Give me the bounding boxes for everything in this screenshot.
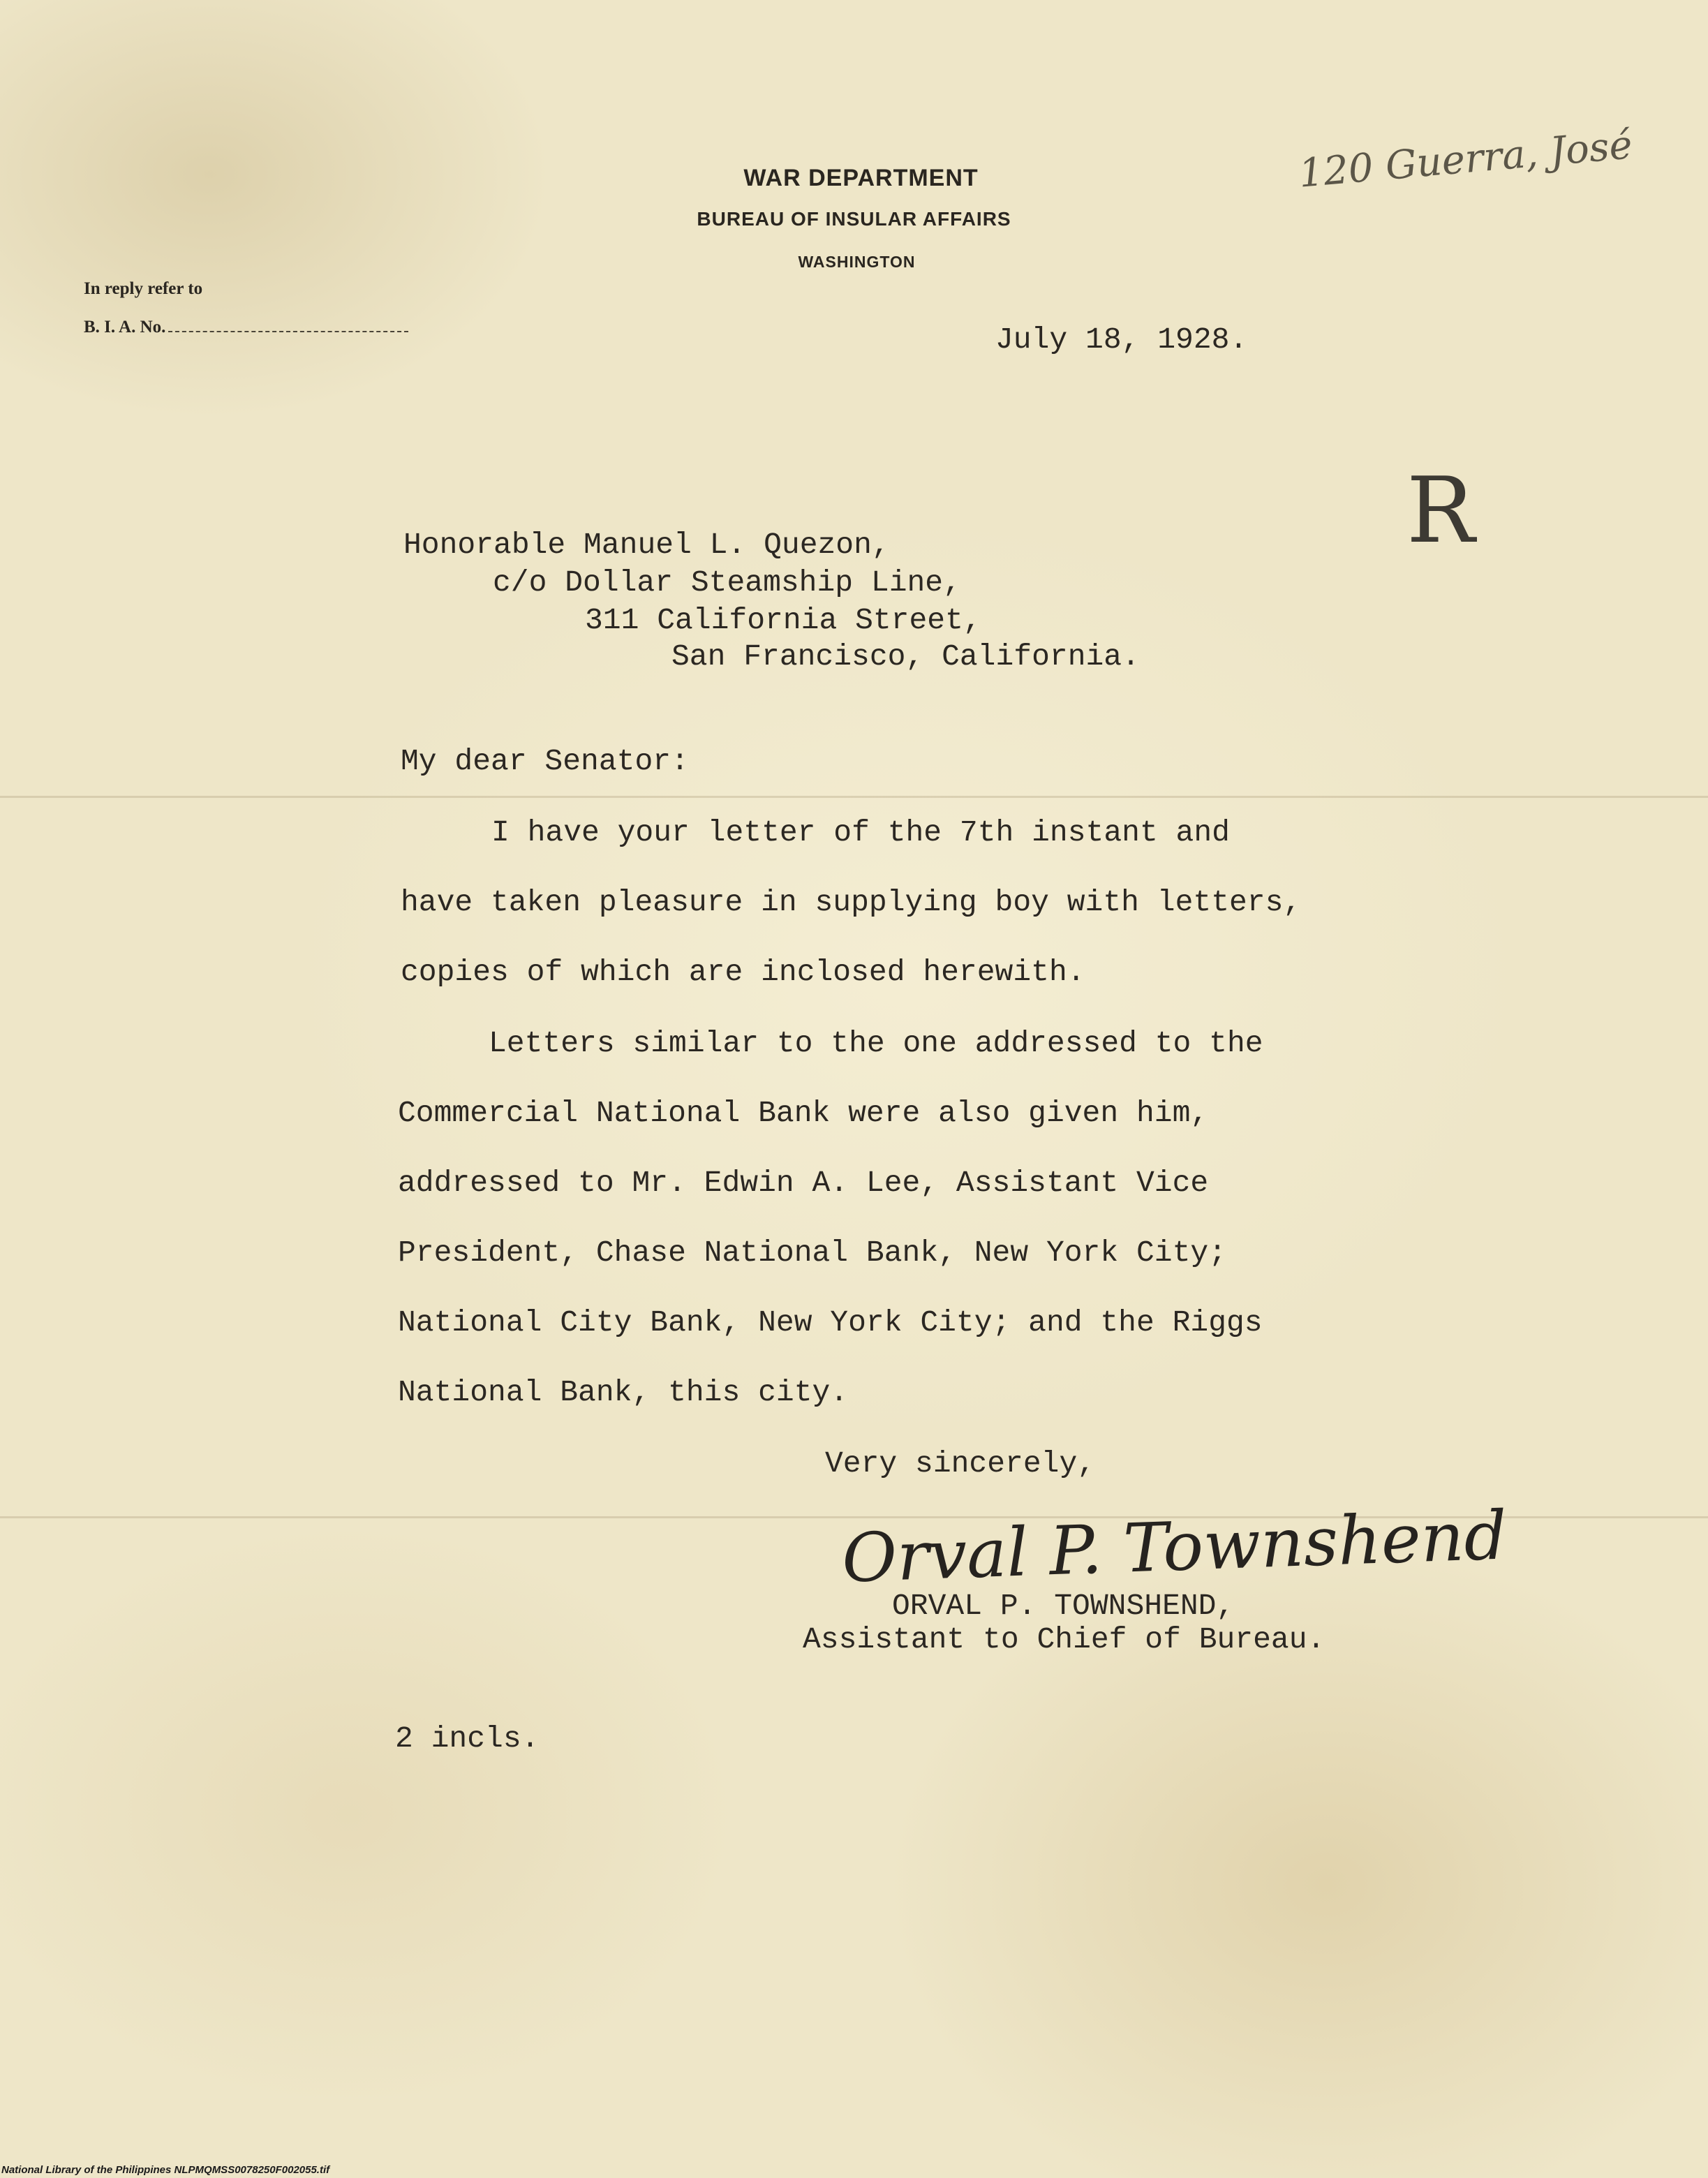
address-line-4: San Francisco, California. bbox=[671, 639, 1140, 674]
salutation: My dear Senator: bbox=[401, 744, 689, 778]
letter-date: July 18, 1928. bbox=[995, 323, 1248, 357]
body-line: National Bank, this city. bbox=[398, 1375, 849, 1409]
address-line-2: c/o Dollar Steamship Line, bbox=[493, 565, 961, 600]
handwritten-signature: Orval P. Townshend bbox=[840, 1496, 1508, 1598]
body-line: President, Chase National Bank, New York City; bbox=[398, 1236, 1226, 1270]
body-line: copies of which are inclosed herewith. bbox=[401, 955, 1085, 989]
handwritten-mark: R bbox=[1406, 457, 1475, 563]
letterhead-department: WAR DEPARTMENT bbox=[743, 165, 979, 191]
signatory-title: Assistant to Chief of Bureau. bbox=[803, 1622, 1325, 1657]
closing: Very sincerely, bbox=[825, 1446, 1096, 1481]
enclosures-note: 2 incls. bbox=[395, 1721, 540, 1756]
handwritten-top-note: 120 Guerra, José bbox=[1297, 122, 1635, 197]
body-line: Commercial National Bank were also given him, bbox=[398, 1096, 1209, 1130]
letterhead-bureau: BUREAU OF INSULAR AFFAIRS bbox=[697, 208, 1011, 230]
body-line: I have your letter of the 7th instant and bbox=[491, 815, 1230, 850]
address-line-3: 311 California Street, bbox=[585, 603, 981, 637]
body-line: addressed to Mr. Edwin A. Lee, Assistant Vice bbox=[398, 1166, 1209, 1200]
bia-number-blank bbox=[168, 318, 408, 332]
body-line: National City Bank, New York City; and the Riggs bbox=[398, 1305, 1263, 1340]
signatory-name: ORVAL P. TOWNSHEND, bbox=[892, 1589, 1235, 1623]
bia-number-label bbox=[84, 318, 408, 337]
reply-refer-label: In reply refer to bbox=[84, 279, 203, 298]
archive-footer: National Library of the Philippines NLPMQMSS0078250F002055.tif bbox=[1, 2164, 330, 2176]
body-line: have taken pleasure in supplying boy with letters, bbox=[401, 885, 1302, 919]
letterhead-city: WASHINGTON bbox=[798, 253, 916, 271]
fold-crease bbox=[0, 796, 1708, 798]
bia-label-text: B. I. A. No. bbox=[84, 318, 166, 336]
body-line: Letters similar to the one addressed to the bbox=[489, 1026, 1263, 1060]
address-line-1: Honorable Manuel L. Quezon, bbox=[403, 528, 890, 562]
